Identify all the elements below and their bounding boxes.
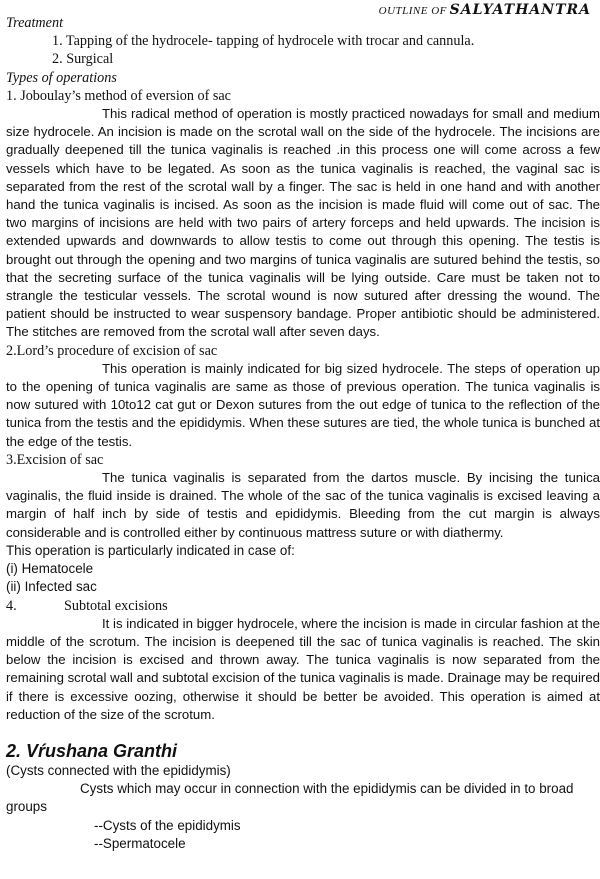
- types-heading: Types of operations: [6, 69, 117, 86]
- section-title: 2. Vŕushana Granthi: [6, 740, 178, 761]
- treatment-item-2: 2. Surgical: [52, 51, 114, 68]
- op3-title: 3.Excision of sac: [6, 451, 104, 468]
- header-prefix: OUTLINE OF: [378, 5, 447, 17]
- op2-title: 2.Lord’s procedure of excision of sac: [6, 342, 218, 359]
- group-item-1: --Cysts of the epididymis: [94, 817, 241, 833]
- header-title: SALYATHANTRA: [449, 2, 591, 18]
- treatment-item-1: 1. Tapping of the hydrocele- tapping of hydrocele with trocar and cannula.: [52, 33, 475, 50]
- section-intro: Cysts which may occur in connection with the epididymis can be divided in to broad groups: [6, 781, 574, 815]
- op3-case-1: (i) Hematocele: [6, 561, 94, 577]
- page-content: [6, 14, 600, 853]
- section-subtitle: (Cysts connected with the epididymis): [6, 762, 231, 778]
- treatment-heading: Treatment: [6, 15, 64, 31]
- op1-body: This radical method of operation is mostly practiced nowadays for small and medium size hydrocele. An incision is made on the scrotal wall on the side of the hydrocele. The incisions are gradually deepened till the tunica vaginalis is reached .in this process one will come across a few vessels which have to be legated. As soon as the tunica vaginalis is reached, the vaginal sac is separated from the rest of the scrotal wall by a finger. The sac is held in one hand and with another hand the tunica vaginalis is incised. As soon as the incision is made fluid will come out of sac. The two margins of incisions are held with two pairs of artery forceps and held upwards. The incision is extended upwards and downwards to allow testis to come out through this opening. The testis is brought out through the opening and two margins of tunica vaginalis are sutured behind the testis, so that the secreting surface of the tunica vaginalis will be lying outside. Care must be taken not to strangle the testicular vessels. The scrotal wound is now sutured after dressing the wound. The patient should be instructed to wear suspensory bandage. Proper antibiotic should be administered. The stitches are removed from the scrotal wall after seven days.: [6, 106, 600, 340]
- op1-title: 1. Joboulay’s method of eversion of sac: [6, 87, 231, 104]
- op4-heading: [6, 597, 600, 615]
- op4-number: 4.: [6, 597, 17, 614]
- op4-title: Subtotal excisions: [64, 597, 168, 614]
- op3-body: The tunica vaginalis is separated from the dartos muscle. By incising the tunica vaginalis, the fluid inside is drained. The whole of the sac of the tunica vaginalis is excised leaving a margin of half inch by side of testis and epididymis. Bleeding from the cut margin is always considerable and is controlled either by continuous mattress suture or with diathermy.: [6, 470, 600, 540]
- op2-body: This operation is mainly indicated for big sized hydrocele. The steps of operation up to the opening of tunica vaginalis are same as those of previous operation. The tunica vaginalis is now sutured with 10to12 cat gut or Dexon sutures from the out edge of tunica to the reflection of the tunica from the testis and the epididymis. When these sutures are tied, the whole tunica is bunched at the edge of the testis.: [6, 360, 600, 449]
- op3-case-2: (ii) Infected sac: [6, 579, 97, 595]
- op3-indicated: This operation is particularly indicated in case of:: [6, 542, 295, 558]
- group-item-2: --Spermatocele: [94, 835, 186, 851]
- op4-body: It is indicated in bigger hydrocele, where the incision is made in circular fashion at the middle of the scrotum. The incision is deepened till the sac of tunica vaginalis is reached. The skin below the incision is excised and thrown away. The tunica vaginalis is now separated from the remaining scrotal wall and subtotal excision of the tunica vaginalis is made. Drainage may be required if there is excessive oozing, otherwise it should be better be avoided. This operation is aimed at reduction of the size of the scrotum.: [6, 615, 600, 722]
